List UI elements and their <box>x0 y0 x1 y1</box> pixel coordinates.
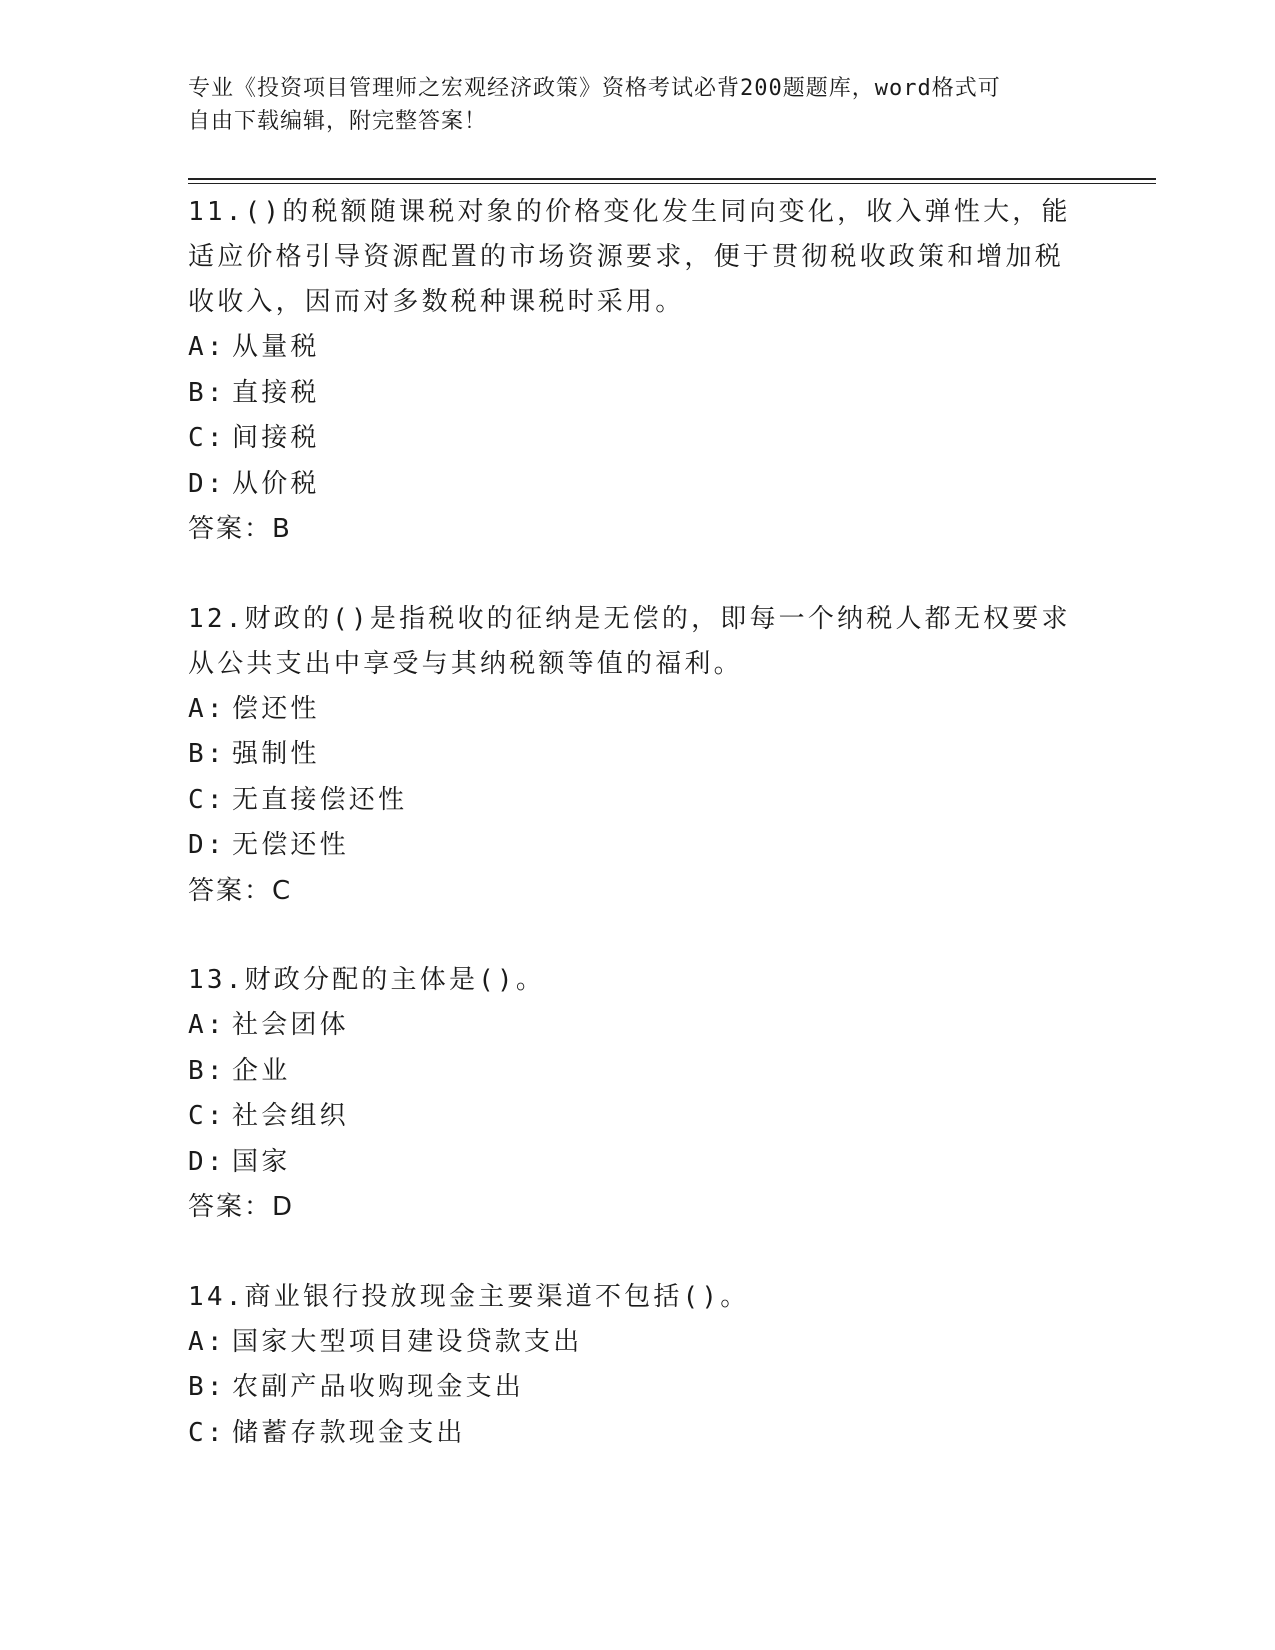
option-text: 社会组织 <box>232 1101 349 1131</box>
option-c <box>188 1094 1088 1140</box>
option-letter: A: <box>188 693 226 724</box>
header-title-line1: 专业《投资项目管理师之宏观经济政策》资格考试必背200题题库，word格式可 <box>188 76 1001 101</box>
option-letter: A: <box>188 332 226 362</box>
option-d <box>188 1140 1088 1186</box>
option-c <box>188 778 1088 824</box>
question-stem: 12.财政的()是指税收的征纳是无偿的，即每一个纳税人都无权要求从公共支出中享受与其纳税额等值的福利。 <box>188 603 1071 679</box>
option-text: 储蓄存款现金支出 <box>232 1417 466 1448</box>
question-item <box>188 958 1088 1231</box>
question-stem: 14.商业银行投放现金主要渠道不包括()。 <box>188 1281 750 1312</box>
option-text: 农副产品收购现金支出 <box>232 1372 525 1402</box>
option-c <box>188 416 1088 462</box>
option-text: 无偿还性 <box>232 830 349 860</box>
question-item <box>188 190 1088 553</box>
option-b <box>188 371 1088 417</box>
option-letter: D: <box>188 1146 226 1177</box>
option-text: 直接税 <box>232 377 320 408</box>
option-letter: A: <box>188 1010 226 1040</box>
header-title-line2: 自由下载编辑，附完整答案！ <box>188 109 488 134</box>
option-a <box>188 325 1088 371</box>
option-text: 国家 <box>232 1146 291 1177</box>
document-header <box>188 72 1068 138</box>
option-text: 国家大型项目建设贷款支出 <box>232 1326 583 1357</box>
question-answer: 答案：D <box>188 1192 295 1222</box>
option-letter: B: <box>188 377 226 408</box>
option-a <box>188 1003 1088 1049</box>
option-letter: C: <box>188 784 226 815</box>
option-text: 社会团体 <box>232 1010 349 1040</box>
option-a <box>188 1320 1088 1366</box>
option-d <box>188 823 1088 869</box>
option-text: 偿还性 <box>232 693 320 724</box>
option-b <box>188 1049 1088 1095</box>
option-b <box>188 732 1088 778</box>
option-text: 从价税 <box>232 468 320 499</box>
option-letter: C: <box>188 1417 226 1448</box>
option-a <box>188 687 1088 733</box>
question-item <box>188 1275 1088 1457</box>
option-text: 从量税 <box>232 332 320 362</box>
option-b <box>188 1365 1088 1411</box>
question-list <box>188 190 1088 1500</box>
header-divider-thick <box>188 178 1156 180</box>
option-letter: B: <box>188 1372 226 1402</box>
option-letter: B: <box>188 1055 226 1086</box>
option-letter: C: <box>188 423 226 453</box>
question-answer: 答案：C <box>188 875 293 906</box>
question-item <box>188 597 1088 915</box>
option-text: 间接税 <box>232 423 320 453</box>
option-letter: D: <box>188 468 226 499</box>
option-text: 企业 <box>232 1055 291 1086</box>
question-stem: 13.财政分配的主体是()。 <box>188 965 546 995</box>
option-letter: B: <box>188 739 226 769</box>
option-text: 无直接偿还性 <box>232 784 408 815</box>
option-letter: C: <box>188 1101 226 1131</box>
option-letter: D: <box>188 830 226 860</box>
option-c <box>188 1411 1088 1457</box>
option-text: 强制性 <box>232 739 320 769</box>
option-letter: A: <box>188 1326 226 1357</box>
header-divider-thin <box>188 183 1156 184</box>
option-d <box>188 462 1088 508</box>
question-stem: 11.()的税额随课税对象的价格变化发生同向变化，收入弹性大，能适应价格引导资源配置的市场资源要求，便于贯彻税收政策和增加税收收入，因而对多数税种课税时采用。 <box>188 197 1071 317</box>
question-answer: 答案：B <box>188 514 292 544</box>
